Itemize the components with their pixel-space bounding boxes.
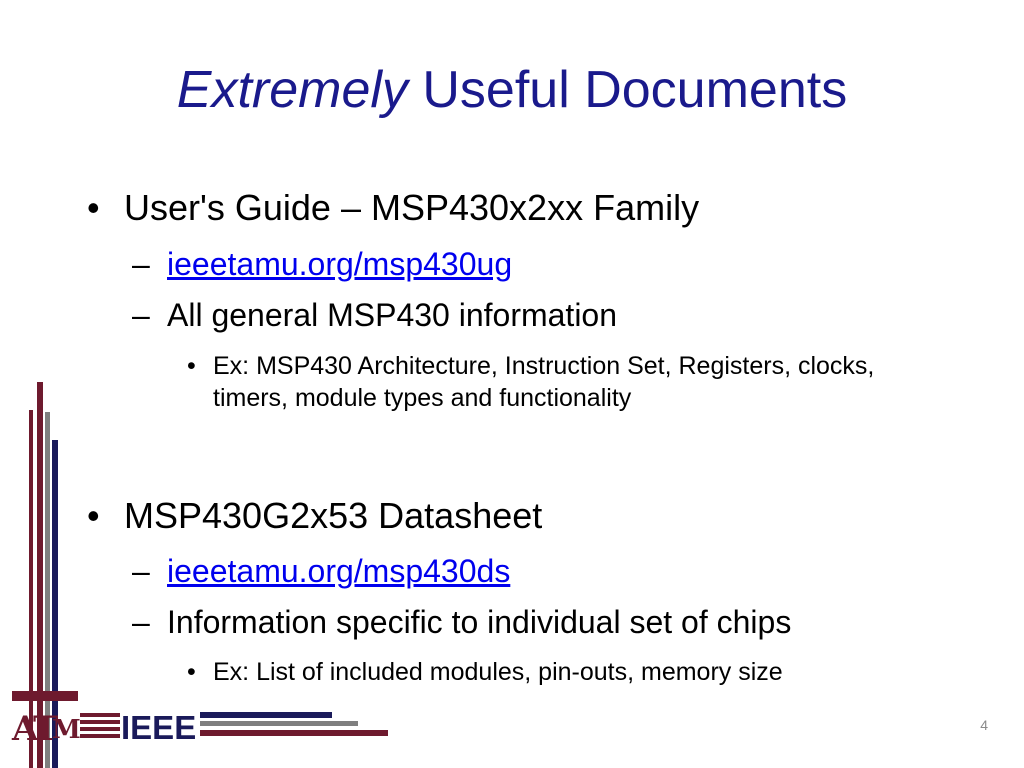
bullet-text: MSP430G2x53 Datasheet <box>124 495 543 536</box>
logo-letter-a: A <box>12 709 39 749</box>
dash-mark: – <box>132 604 150 640</box>
slide-number: 4 <box>980 717 988 733</box>
sub-bullet-ds-info <box>132 604 792 641</box>
dash-mark: – <box>132 553 150 589</box>
subsub-bullet-text: Ex: List of included modules, pin-outs, memory size <box>213 658 783 686</box>
logo-letter-t: T <box>33 709 59 749</box>
bullet-mark: • <box>187 658 196 686</box>
dash-mark: – <box>132 246 150 282</box>
stripe <box>80 713 120 717</box>
subsub-bullet-ds-example <box>187 656 973 688</box>
slide-title-rest: Useful Documents <box>407 61 848 119</box>
msp430ug-link[interactable]: ieeetamu.org/msp430ug <box>167 246 513 282</box>
stripe <box>80 727 120 731</box>
bullet-mark: • <box>87 187 100 228</box>
sub-bullet-ug-link <box>132 246 513 283</box>
sub-bullet-text: All general MSP430 information <box>167 297 618 333</box>
dash-mark: – <box>132 297 150 333</box>
sub-bullet-ug-info <box>132 297 618 334</box>
bullet-mark: • <box>187 352 196 380</box>
bullet-users-guide <box>87 187 700 229</box>
msp430ds-link[interactable]: ieeetamu.org/msp430ds <box>167 553 511 589</box>
sub-bullet-ds-link <box>132 553 511 590</box>
sub-bullet-text: Information specific to individual set of chips <box>167 604 792 640</box>
slide-title-emphasis: Extremely <box>176 61 408 119</box>
subsub-bullet-ug-example <box>187 350 943 414</box>
bullet-text: User's Guide – MSP430x2xx Family <box>124 187 700 228</box>
horizontal-bar-navy <box>200 712 332 718</box>
stripe <box>80 720 120 724</box>
subsub-bullet-text: Ex: MSP430 Architecture, Instruction Set, Registers, clocks, timers, module types and functionality <box>213 352 875 412</box>
horizontal-bar-maroon <box>200 730 388 736</box>
stripe <box>80 734 120 738</box>
bullet-mark: • <box>87 495 100 536</box>
logo-ieee-text: IEEE <box>121 709 197 746</box>
logo-letter-m: M <box>52 715 81 745</box>
letter-t-bar <box>12 691 78 701</box>
horizontal-bar-gray <box>200 721 358 726</box>
bullet-datasheet <box>87 495 543 537</box>
